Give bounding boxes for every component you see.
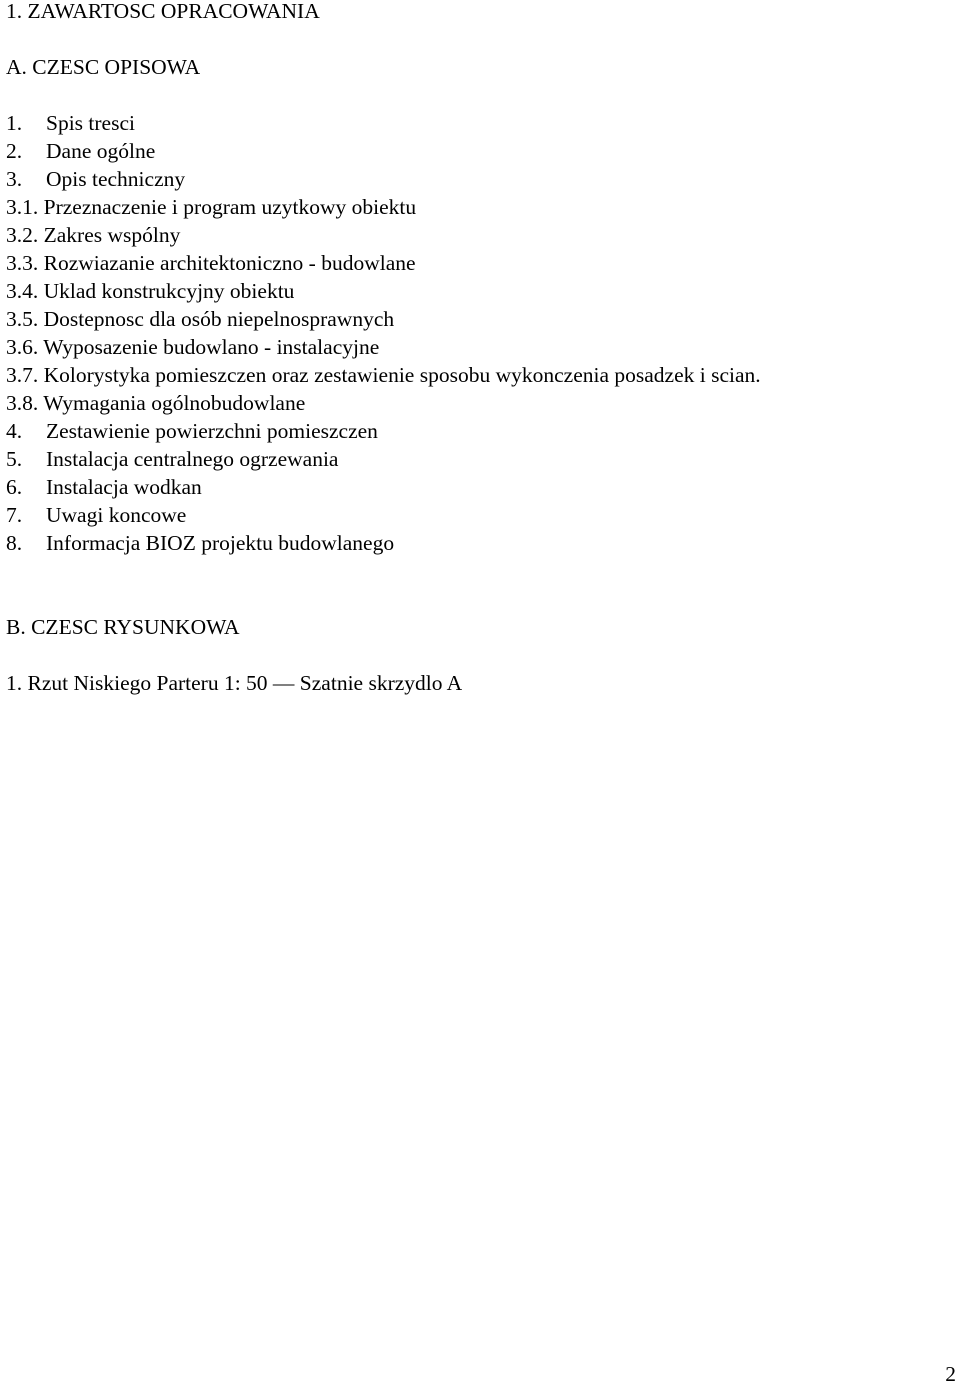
sub-list-item: 3.7. Kolorystyka pomieszczen oraz zestawienie sposobu wykonczenia posadzek i scian. <box>6 363 761 387</box>
sub-list-item: 3.6. Wyposazenie budowlano - instalacyjne <box>6 335 380 359</box>
list-item <box>6 501 186 529</box>
list-item <box>6 109 135 137</box>
sub-list-item: 3.4. Uklad konstrukcyjny obiektu <box>6 279 295 303</box>
list-item-text: Zestawienie powierzchni pomieszczen <box>46 419 378 443</box>
list-item <box>6 417 378 445</box>
list-item <box>6 445 338 473</box>
list-item-text: Instalacja wodkan <box>46 475 202 499</box>
list-item <box>6 473 202 501</box>
section-b-title: B. CZESC RYSUNKOWA <box>6 615 240 639</box>
list-item-text: Uwagi koncowe <box>46 503 187 527</box>
sub-list-item: 3.8. Wymagania ogólnobudowlane <box>6 391 306 415</box>
list-item-text: Spis tresci <box>46 111 135 135</box>
sub-list-item: 3.3. Rozwiazanie architektoniczno - budowlane <box>6 251 416 275</box>
sub-list-item: 3.1. Przeznaczenie i program uzytkowy obiektu <box>6 195 417 219</box>
list-item-number: 3. <box>6 167 23 191</box>
list-item-number: 4. <box>6 419 23 443</box>
list-item <box>6 529 394 557</box>
list-item-text: Dane ogólne <box>46 139 156 163</box>
document-heading: 1. ZAWARTOSC OPRACOWANIA <box>6 0 320 23</box>
sub-list-item: 3.2. Zakres wspólny <box>6 223 181 247</box>
list-item <box>6 165 185 193</box>
list-item-number: 7. <box>6 503 23 527</box>
list-item-text: Informacja BIOZ projektu budowlanego <box>46 531 395 555</box>
list-item-number: 5. <box>6 447 23 471</box>
list-item-number: 8. <box>6 531 23 555</box>
sub-list-item: 3.5. Dostepnosc dla osób niepelnosprawnych <box>6 307 395 331</box>
section-a-title: A. CZESC OPISOWA <box>6 55 201 79</box>
list-item-text: Instalacja centralnego ogrzewania <box>46 447 339 471</box>
list-item-text: Opis techniczny <box>46 167 186 191</box>
drawing-list-item: 1. Rzut Niskiego Parteru 1: 50 — Szatnie skrzydlo A <box>6 671 463 695</box>
list-item-number: 2. <box>6 139 23 163</box>
page-number: 2 <box>945 1362 956 1386</box>
list-item-number: 1. <box>6 111 23 135</box>
list-item-number: 6. <box>6 475 23 499</box>
list-item <box>6 137 155 165</box>
